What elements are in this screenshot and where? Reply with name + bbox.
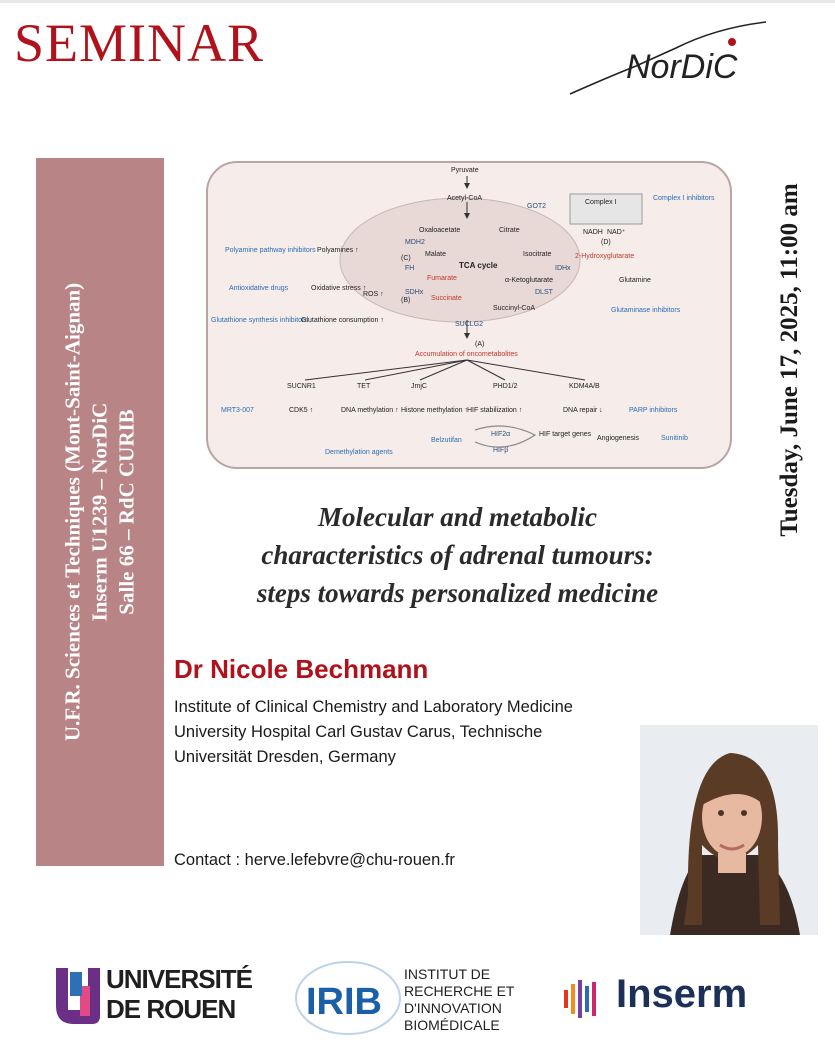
fig-sunitinib: Sunitinib (661, 435, 688, 442)
fig-branch-sucnr1: SUCNR1 (287, 383, 316, 390)
fig-accumulation: Accumulation of oncometabolites (415, 351, 518, 358)
fig-effect-dna-repair: DNA repair ↓ (563, 407, 603, 414)
fig-hif2a: HIF2α (491, 431, 511, 438)
fig-label-d: (D) (601, 239, 611, 246)
inserm-logo-mark (560, 968, 610, 1032)
fig-2-hydroxyglutarate: 2-Hydroxyglutarate (575, 253, 635, 260)
fig-complex-i-inhibitors: Complex I inhibitors (653, 195, 715, 202)
fig-branch-tet: TET (357, 383, 371, 390)
talk-title-line-1: Molecular and metabolic (318, 502, 597, 532)
top-border (0, 0, 835, 3)
fig-glutathione-inhibitors: Glutathione synthesis inhibitors (211, 317, 308, 324)
fig-complex-i: Complex I (585, 199, 617, 206)
talk-title-line-2: characteristics of adrenal tumours: (261, 540, 654, 570)
irib-acronym: IRIB (306, 981, 382, 1023)
fig-branch-phd: PHD1/2 (493, 383, 518, 390)
fig-suclg2: SUCLG2 (455, 321, 484, 328)
fig-isocitrate: Isocitrate (523, 251, 552, 258)
venue-line-2: Inserm U1239 – NorDiC (87, 402, 112, 622)
fig-mdh2: MDH2 (405, 239, 425, 246)
fig-nadh: NADH (583, 229, 603, 236)
fig-oxaloacetate: Oxaloacetate (419, 227, 461, 234)
contact-email[interactable]: herve.lefebvre@chu-rouen.fr (244, 851, 455, 869)
fig-antioxidative-drugs: Antioxidative drugs (229, 285, 289, 292)
fig-ros: ROS ↑ (363, 291, 384, 298)
affiliation-line-1: Institute of Clinical Chemistry and Laboratory Medicine (174, 698, 573, 716)
fig-dlst: DLST (535, 289, 553, 296)
fig-citrate: Citrate (499, 227, 520, 234)
talk-title-line-3: steps towards personalized medicine (256, 578, 659, 608)
fig-sdhx: SDHx (405, 289, 424, 296)
irib-logo-mark (292, 958, 402, 1038)
fig-parp-inhibitors: PARP inhibitors (629, 407, 678, 414)
affiliation-line-2: University Hospital Carl Gustav Carus, Technische (174, 723, 543, 741)
fig-idhx: IDHx (555, 265, 571, 272)
irib-line-3: D'INNOVATION (404, 1000, 502, 1016)
fig-tca-cycle: TCA cycle (459, 261, 498, 270)
rouen-line-2: DE ROUEN (106, 994, 236, 1024)
talk-title (180, 498, 735, 612)
venue-text (60, 162, 141, 862)
inserm-wordmark: Inserm (616, 972, 748, 1016)
fig-succinyl-coa: Succinyl-CoA (493, 305, 536, 312)
fig-hif-target-genes: HIF target genes (539, 431, 592, 438)
venue-line-3: Salle 66 – RdC CURIB (114, 409, 139, 615)
seminar-date: Tuesday, June 17, 2025, 11:00 am (776, 183, 803, 537)
fig-fh: FH (405, 265, 415, 272)
fig-succinate: Succinate (431, 295, 462, 302)
fig-oxidative-stress: Oxidative stress ↑ (311, 285, 367, 292)
fig-demethylation-agents: Demethylation agents (325, 449, 393, 456)
irib-line-2: RECHERCHE ET (404, 983, 515, 999)
fig-malate: Malate (425, 251, 447, 258)
contact-line (174, 851, 455, 870)
fig-label-c: (C) (401, 255, 411, 262)
venue-line-1: U.F.R. Sciences et Techniques (Mont-Saint-Aignan) (60, 282, 85, 742)
fig-label-a: (A) (475, 341, 485, 348)
fig-polyamines: Polyamines ↑ (317, 247, 359, 254)
speaker-name: Dr Nicole Bechmann (174, 654, 429, 684)
speaker-photo (640, 725, 818, 935)
fig-got2: GOT2 (527, 203, 547, 210)
fig-polyamine-inhibitors: Polyamine pathway inhibitors (225, 247, 316, 254)
fig-glutamine: Glutamine (619, 277, 651, 284)
inserm-logo (560, 968, 780, 1032)
irib-line-4: BIOMÉDICALE (404, 1017, 500, 1033)
fig-branch-jmjc: JmjC (411, 383, 427, 390)
fig-glutaminase-inhibitors: Glutaminase inhibitors (611, 307, 681, 314)
fig-effect-histone-methylation: Histone methylation ↑ (401, 407, 468, 414)
fig-nad: NAD⁺ (607, 229, 626, 236)
irib-logo (292, 958, 542, 1038)
fig-angiogenesis: Angiogenesis (597, 435, 640, 442)
irib-text (404, 966, 514, 1034)
fig-mrt3-007: MRT3-007 (221, 407, 254, 414)
nordic-logo-text: NorDiC (626, 48, 738, 86)
fig-effect-hif-stabilization: HIF stabilization ↑ (467, 407, 523, 414)
fig-effect-dna-methylation: DNA methylation ↑ (341, 407, 399, 414)
contact-label: Contact : (174, 851, 241, 869)
irib-line-1: INSTITUT DE (404, 966, 491, 982)
rouen-line-1: UNIVERSITÉ (106, 964, 253, 994)
fig-branch-kdm4: KDM4A/B (569, 383, 600, 390)
fig-pyruvate: Pyruvate (451, 167, 479, 174)
nordic-logo (566, 8, 796, 98)
speaker-affiliation (174, 695, 573, 770)
affiliation-line-3: Universität Dresden, Germany (174, 748, 396, 766)
fig-glutathione-consumption: Glutathione consumption ↑ (301, 317, 384, 324)
fig-acetyl-coa: Acetyl-CoA (447, 195, 483, 202)
universite-rouen-logo (52, 962, 252, 1030)
fig-hifb: HIFβ (493, 447, 509, 454)
fig-alpha-ketoglutarate: α-Ketoglutarate (505, 277, 554, 284)
fig-effect-cdk5: CDK5 ↑ (289, 407, 314, 414)
fig-label-b: (B) (401, 297, 411, 304)
metabolic-pathway-figure (205, 160, 733, 470)
page-title: SEMINAR (14, 13, 265, 73)
fig-fumarate: Fumarate (427, 275, 457, 282)
fig-belzutifan: Belzutifan (431, 437, 462, 444)
